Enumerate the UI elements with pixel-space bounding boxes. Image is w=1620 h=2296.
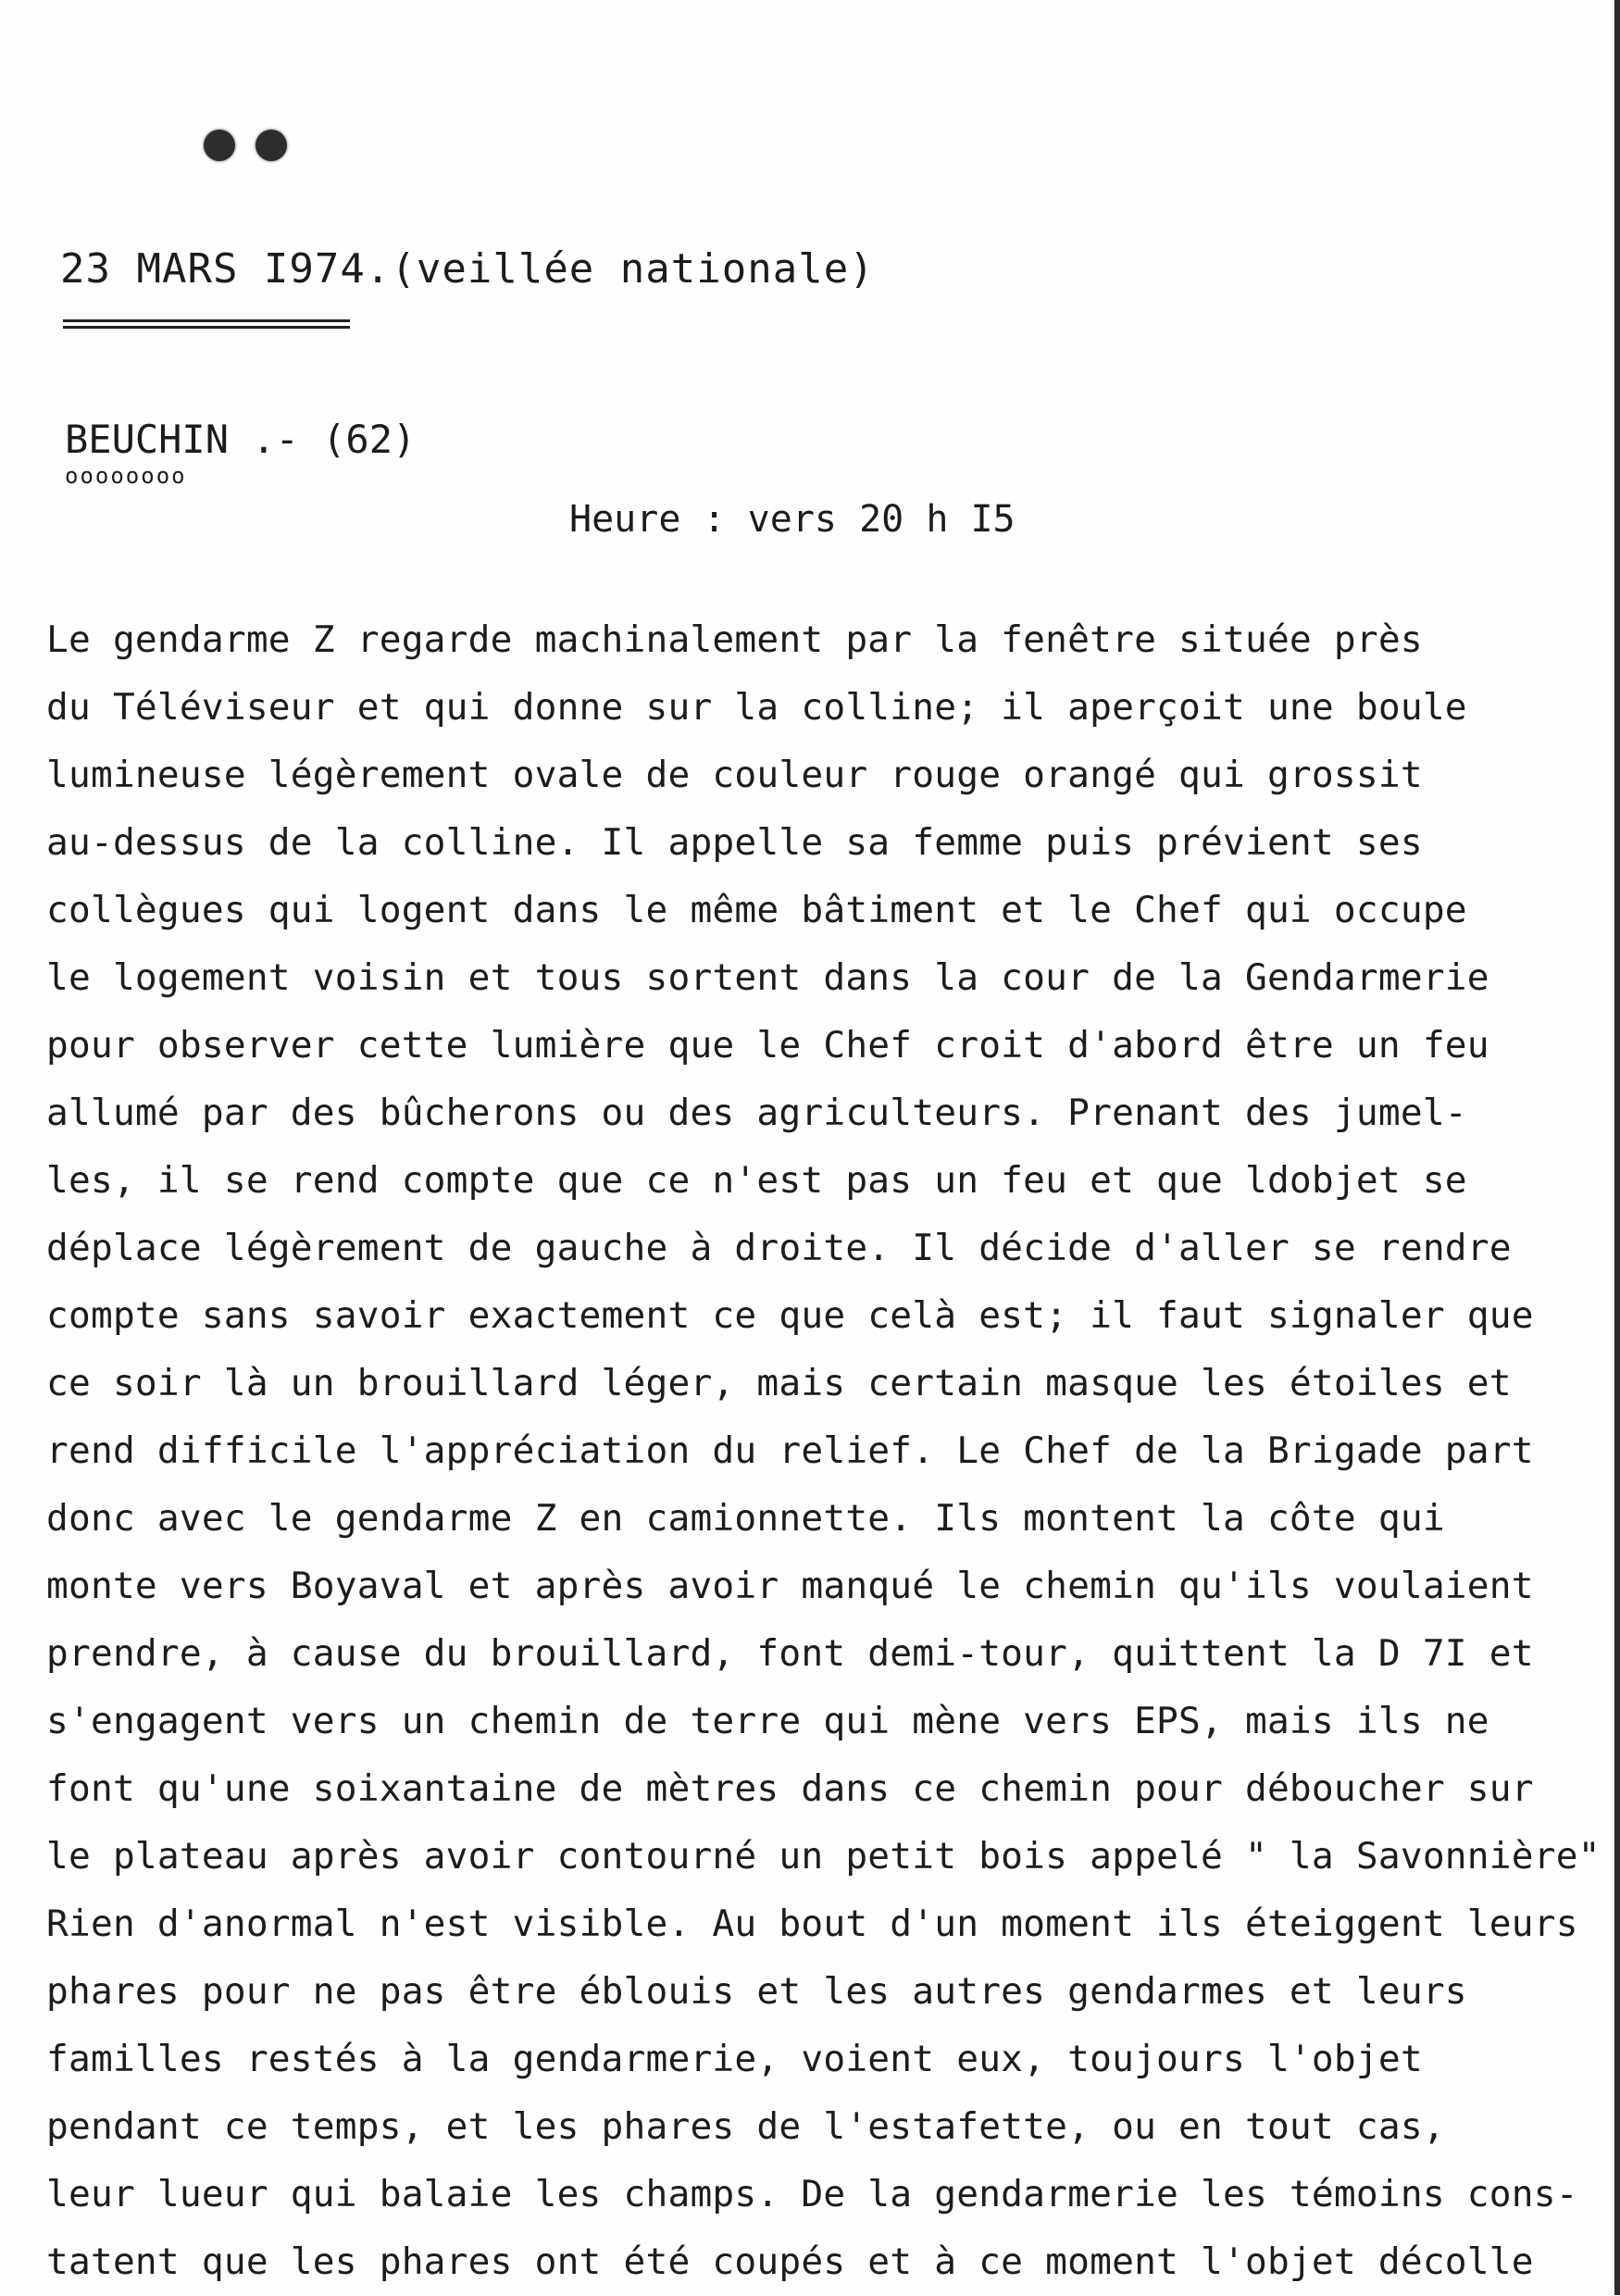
- page-edge: [1614, 0, 1620, 2295]
- text-line: font qu'une soixantaine de mètres dans ce chemin pour déboucher sur: [46, 1767, 1534, 1810]
- text-line: pendant ce temps, et les phares de l'estafette, ou en tout cas,: [46, 2105, 1445, 2148]
- text-line: rend difficile l'appréciation du relief. Le Chef de la Brigade part: [46, 1429, 1534, 1472]
- text-line: leur lueur qui balaie les champs. De la gendarmerie les témoins cons-: [46, 2173, 1578, 2215]
- time-heading: Heure : vers 20 h I5: [569, 498, 1016, 541]
- text-line: Le gendarme Z regarde machinalement par la fenêtre située près: [46, 618, 1423, 661]
- text-line: tatent que les phares ont été coupés et à ce moment l'objet décolle: [46, 2240, 1534, 2283]
- text-line: Rien d'anormal n'est visible. Au bout d'un moment ils éteiggent leurs: [46, 1903, 1578, 1945]
- text-line: compte sans savoir exactement ce que celà est; il faut signaler que: [46, 1294, 1534, 1337]
- place-marker: oooooooo: [65, 463, 187, 489]
- text-line: phares pour ne pas être éblouis et les autres gendarmes et leurs: [46, 1970, 1467, 2013]
- text-line: familles restés à la gendarmerie, voient eux, toujours l'objet: [46, 2038, 1423, 2080]
- text-line: du Téléviseur et qui donne sur la colline; il aperçoit une boule: [46, 686, 1467, 729]
- text-line: monte vers Boyaval et après avoir manqué le chemin qu'ils voulaient: [46, 1565, 1534, 1607]
- title-underline: [63, 319, 350, 329]
- text-line: s'engagent vers un chemin de terre qui mène vers EPS, mais ils ne: [46, 1700, 1489, 1742]
- text-line: lumineuse légèrement ovale de couleur rouge orangé qui grossit: [46, 754, 1423, 796]
- text-line: déplace légèrement de gauche à droite. Il décide d'aller se rendre: [46, 1227, 1512, 1269]
- document-title: 23 MARS I974.(veillée nationale): [60, 245, 875, 293]
- text-line: allumé par des bûcherons ou des agriculteurs. Prenant des jumel-: [46, 1092, 1467, 1134]
- text-line: les, il se rend compte que ce n'est pas un feu et que ldobjet se: [46, 1159, 1467, 1202]
- text-line: donc avec le gendarme Z en camionnette. Ils montent la côte qui: [46, 1497, 1445, 1540]
- text-line: au-dessus de la colline. Il appelle sa femme puis prévient ses: [46, 821, 1423, 864]
- punch-hole: [255, 130, 287, 161]
- text-line: le plateau après avoir contourné un petit bois appelé " la Savonnière": [46, 1835, 1601, 1878]
- text-line: le logement voisin et tous sortent dans la cour de la Gendarmerie: [46, 956, 1489, 999]
- text-line: pour observer cette lumière que le Chef croit d'abord être un feu: [46, 1024, 1489, 1067]
- text-line: prendre, à cause du brouillard, font demi-tour, quittent la D 7I et: [46, 1632, 1534, 1675]
- text-line: collègues qui logent dans le même bâtiment et le Chef qui occupe: [46, 889, 1467, 931]
- place-heading: BEUCHIN .- (62): [65, 417, 417, 462]
- report-body: [46, 606, 1601, 2296]
- punch-hole: [204, 130, 235, 161]
- text-line: ce soir là un brouillard léger, mais certain masque les étoiles et: [46, 1362, 1512, 1404]
